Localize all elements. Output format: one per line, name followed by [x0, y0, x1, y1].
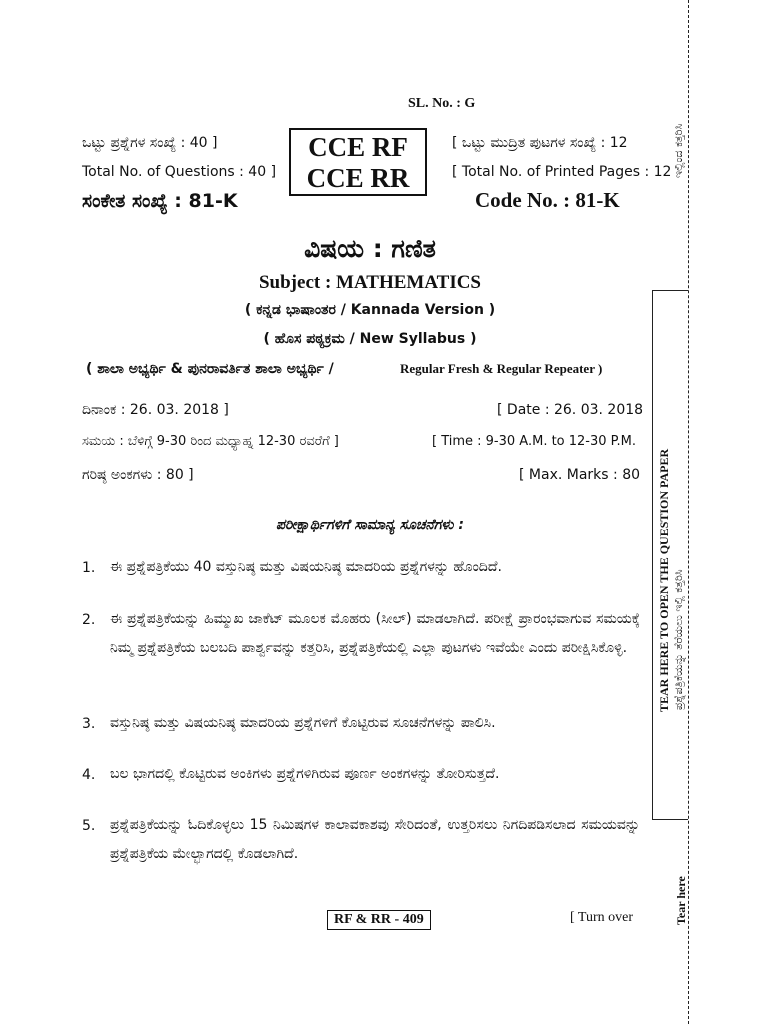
tear-here-open-label: TEAR HERE TO OPEN THE QUESTION PAPER [657, 448, 671, 712]
en-subject-title: Subject : MATHEMATICS [258, 272, 482, 293]
instruction-text: ಬಲ ಭಾಗದಲ್ಲಿ ಕೊಟ್ಟಿರುವ ಅಂಕಿಗಳು ಪ್ರಶ್ನೆಗಳಿಗಿರುವ ಪೂರ್ಣ ಅಂಕಗಳನ್ನು ತೋರಿಸುತ್ತದೆ. [110, 766, 500, 782]
cce-rf-label: CCE RF [308, 132, 408, 162]
tear-here-label: Tear here [674, 876, 688, 925]
candidates-kn: ( ಶಾಲಾ ಅಭ್ಯರ್ಥಿ & ಪುನರಾವರ್ತಿತ ಶಾಲಾ ಅಭ್ಯರ್ಥಿ / [86, 361, 334, 377]
instruction-number: 3. [82, 716, 96, 732]
instruction-text: ಈ ಪ್ರಶ್ನೆಪತ್ರಿಕೆಯು 40 ವಸ್ತುನಿಷ್ಠ ಮತ್ತು ವಿಷಯನಿಷ್ಠ ಮಾದರಿಯ ಪ್ರಶ್ನೆಗಳನ್ನು ಹೊಂದಿದೆ. [110, 559, 502, 575]
code-number: Code No. : 81-K [475, 188, 620, 212]
candidates-en: Regular Fresh & Regular Repeater ) [400, 361, 603, 376]
time-en: [ Time : 9-30 A.M. to 12-30 P.M. [432, 434, 636, 449]
en-total-questions: Total No. of Questions : 40 ] [82, 164, 277, 180]
en-printed-pages: [ Total No. of Printed Pages : 12 [452, 164, 672, 180]
cce-rr-label: CCE RR [306, 163, 410, 193]
date-kn: ದಿನಾಂಕ : 26. 03. 2018 ] [82, 402, 229, 418]
marks-en: [ Max. Marks : 80 [519, 467, 641, 483]
kn-printed-pages: [ ಒಟ್ಟು ಮುದ್ರಿತ ಪುಟಗಳ ಸಂಖ್ಯೆ : 12 [452, 135, 628, 151]
instruction-text: ಪ್ರಶ್ನೆಪತ್ರಿಕೆಯನ್ನು ಓದಿಕೊಳ್ಳಲು 15 ನಿಮಿಷಗಳ ಕಾಲಾವಕಾಶವು ಸೇರಿದಂತೆ, ಉತ್ತರಿಸಲು ನಿಗದಿಪಡಿಸಲಾದ ಸಮಯವನ್ನು ಪ್ರಶ್ನೆಪತ್ರಿಕೆಯ ಮೇಲ್ಭಾಗದಲ್ಲಿ ಕೊಡಲಾಗಿದೆ. [110, 817, 640, 862]
tear-dashed-line[interactable] [688, 0, 689, 1024]
version-line: ( ಕನ್ನಡ ಭಾಷಾಂತರ / Kannada Version ) [244, 302, 496, 318]
kn-cut-paper-label: ಪ್ರಶ್ನೆಪತ್ರಿಕೆಯನ್ನು ತೆರೆಯಲು ಇಲ್ಲಿ ಕತ್ತರಿಸಿ [672, 569, 685, 710]
turn-over-label: [ Turn over [570, 910, 634, 925]
paper-code-box: RF & RR - 409 [327, 910, 431, 930]
instructions-heading: ಪರೀಕ್ಷಾರ್ಥಿಗಳಿಗೆ ಸಾಮಾನ್ಯ ಸೂಚನೆಗಳು : [276, 517, 464, 533]
date-en: [ Date : 26. 03. 2018 [497, 402, 644, 418]
syllabus-line: ( ಹೊಸ ಪಠ್ಯಕ್ರಮ / New Syllabus ) [263, 331, 477, 347]
time-kn: ಸಮಯ : ಬೆಳಿಗ್ಗೆ 9-30 ರಿಂದ ಮಧ್ಯಾಹ್ನ 12-30 ರವರೆಗೆ ] [82, 434, 339, 449]
kn-code-number: ಸಂಕೇತ ಸಂಖ್ಯೆ : 81-K [82, 190, 238, 212]
instruction-number: 5. [82, 818, 96, 834]
instruction-number: 2. [82, 612, 96, 628]
cce-code-box [289, 128, 427, 196]
kn-cut-here-top: ಇಲ್ಲಿಂದ ಕತ್ತರಿಸಿ [672, 123, 685, 178]
kn-total-questions: ಒಟ್ಟು ಪ್ರಶ್ನೆಗಳ ಸಂಖ್ಯೆ : 40 ] [82, 135, 218, 151]
instruction-number: 1. [82, 560, 96, 576]
kn-subject-title: ವಿಷಯ : ಗಣಿತ [304, 234, 436, 263]
instruction-number: 4. [82, 767, 96, 783]
instruction-text: ಈ ಪ್ರಶ್ನೆಪತ್ರಿಕೆಯನ್ನು ಹಿಮ್ಮುಖ ಜಾಕೆಟ್ ಮೂಲಕ ಮೊಹರು (ಸೀಲ್) ಮಾಡಲಾಗಿದೆ. ಪರೀಕ್ಷೆ ಪ್ರಾರಂಭವಾಗುವ ಸಮಯಕ್ಕೆ ನಿಮ್ಮ ಪ್ರಶ್ನೆಪತ್ರಿಕೆಯ ಬಲಬದಿ ಪಾರ್ಶ್ವವನ್ನು ಕತ್ತರಿಸಿ, ಪ್ರಶ್ನೆಪತ್ರಿಕೆಯಲ್ಲಿ ಎಲ್ಲಾ ಪುಟಗಳು ಇವೆಯೇ ಎಂದು ಪರೀಕ್ಷಿಸಿಕೊಳ್ಳಿ. [110, 611, 640, 656]
serial-number: SL. No. : G [408, 96, 476, 111]
instruction-text: ವಸ್ತುನಿಷ್ಠ ಮತ್ತು ವಿಷಯನಿಷ್ಠ ಮಾದರಿಯ ಪ್ರಶ್ನೆಗಳಿಗೆ ಕೊಟ್ಟಿರುವ ಸೂಚನೆಗಳನ್ನು ಪಾಲಿಸಿ. [110, 715, 496, 731]
marks-kn: ಗರಿಷ್ಠ ಅಂಕಗಳು : 80 ] [82, 467, 194, 483]
